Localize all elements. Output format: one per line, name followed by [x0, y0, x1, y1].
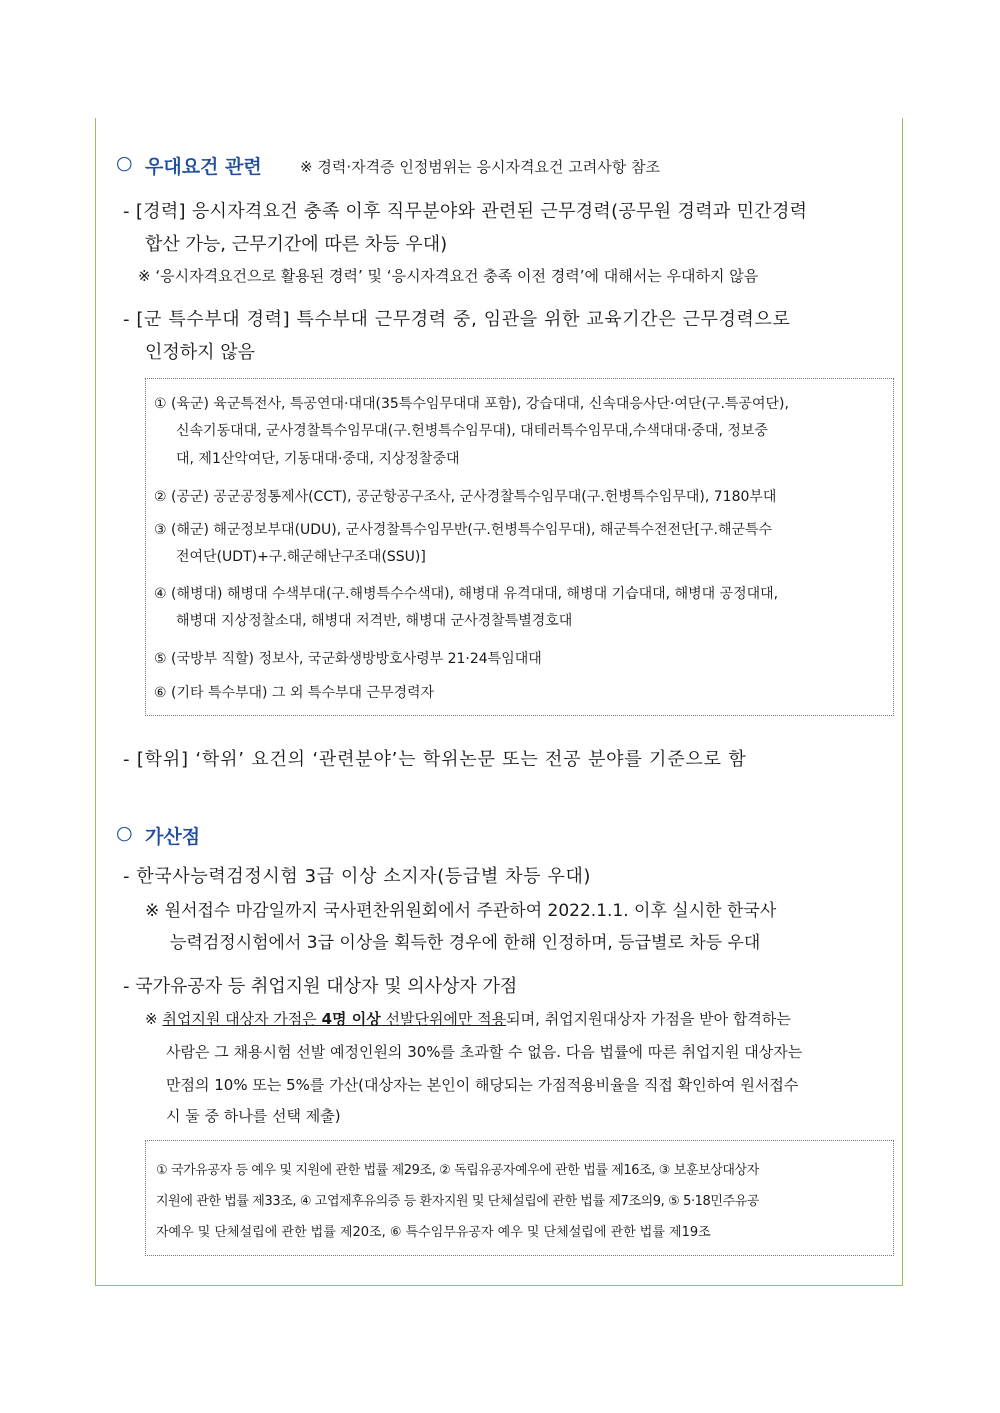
unit-navy-line-2: 전여단(UDT)+구.해군해난구조대(SSU)] [176, 549, 426, 565]
merit-note-underlined-2: 선발단위에만 적용 [380, 1010, 507, 1028]
history-note-2: 능력검정시험에서 3급 이상을 획득한 경우에 한해 인정하며, 등급별로 차등 우대 [170, 933, 761, 953]
law-line-3: 자예우 및 단체설립에 관한 법률 제20조, ⑥ 특수임무유공자 예우 및 단체설립에 관한 법률 제19조 [156, 1225, 711, 1240]
unit-mnd-line: ⑤ (국방부 직할) 정보사, 국군화생방방호사령부 21·24특임대대 [154, 651, 542, 667]
unit-navy-line-1: ③ (해군) 해군정보부대(UDU), 군사경찰특수임무반(구.헌병특수임무대), 해군특수전전단[구.해군특수 [154, 522, 773, 538]
unit-army-line-1: ① (육군) 육군특전사, 특공연대·대대(35특수임무대대 포함), 강습대대, 신속대응사단·여단(구.특공여단), [154, 396, 789, 412]
unit-marine-line-2: 해병대 지상정찰소대, 해병대 저격반, 해병대 군사경찰특별경호대 [176, 613, 573, 629]
merit-note-rest: 되며, 취업지원대상자 가점을 받아 합격하는 [506, 1010, 791, 1028]
law-line-1: ① 국가유공자 등 예우 및 지원에 관한 법률 제29조, ② 독립유공자예우에 관한 법률 제16조, ③ 보훈보상대상자 [156, 1163, 759, 1178]
merit-note-1 [145, 1008, 791, 1029]
unit-army-line-2: 신속기동대대, 군사경찰특수임무대(구.헌병특수임무대), 대테러특수임무대,수색대대·중대, 정보중 [176, 423, 768, 439]
unit-airforce-line: ② (공군) 공군공정통제사(CCT), 공군항공구조사, 군사경찰특수임무대(구.헌병특수임무대), 7180부대 [154, 489, 777, 505]
law-list-box [145, 1140, 894, 1256]
military-line-1: - [군 특수부대 경력] 특수부대 근무경력 중, 임관을 위한 교육기간은 근무경력으로 [123, 309, 791, 330]
history-note-1: ※ 원서접수 마감일까지 국사편찬위원회에서 주관하여 2022.1.1. 이후 실시한 한국사 [145, 901, 777, 921]
career-line-1: - [경력] 응시자격요건 충족 이후 직무분야와 관련된 근무경력(공무원 경력과 민간경력 [123, 201, 808, 222]
military-line-2: 인정하지 않음 [145, 342, 256, 363]
degree-line: - [학위] ‘학위’ 요건의 ‘관련분야’는 학위논문 또는 전공 분야를 기준으로 함 [123, 749, 747, 770]
unit-other-line: ⑥ (기타 특수부대) 그 외 특수부대 근무경력자 [154, 685, 435, 701]
merit-note-3: 만점의 10% 또는 5%를 가산(대상자는 본인이 해당되는 가점적용비율을 직접 확인하여 원서접수 [166, 1076, 799, 1094]
section-title-preference: 우대요건 관련 [145, 156, 262, 178]
special-units-box [145, 378, 894, 716]
section-title-bonus: 가산점 [145, 826, 201, 848]
unit-marine-line-1: ④ (해병대) 해병대 수색부대(구.해병특수수색대), 해병대 유격대대, 해병대 기습대대, 해병대 공정대대, [154, 586, 779, 602]
merit-note-bold: 4명 이상 [321, 1010, 381, 1028]
law-line-2: 지원에 관한 법률 제33조, ④ 고엽제후유의증 등 환자지원 및 단체설립에 관한 법률 제7조의9, ⑤ 5·18민주유공 [156, 1194, 760, 1209]
section-bullet-icon: ○ [116, 152, 133, 174]
career-line-2: 합산 가능, 근무기간에 따른 차등 우대) [145, 234, 448, 255]
merit-note-underlined-1: 취업지원 대상자 가점은 [162, 1010, 322, 1028]
merit-note-mark: ※ [145, 1010, 163, 1028]
merit-note-4: 시 둘 중 하나를 선택 제출) [166, 1107, 341, 1125]
career-note: ※ ‘응시자격요건으로 활용된 경력’ 및 ‘응시자격요건 충족 이전 경력’에 대해서는 우대하지 않음 [138, 267, 759, 285]
section-bullet-icon-2: ○ [116, 822, 133, 844]
merit-note-2: 사람은 그 채용시험 선발 예정인원의 30%를 초과할 수 없음. 다음 법률에 따른 취업지원 대상자는 [166, 1043, 803, 1061]
unit-army-line-3: 대, 제1산악여단, 기동대대·중대, 지상정찰중대 [176, 451, 460, 467]
history-exam-line: - 한국사능력검정시험 3급 이상 소지자(등급별 차등 우대) [123, 866, 592, 887]
section-note: ※ 경력·자격증 인정범위는 응시자격요건 고려사항 참조 [300, 158, 660, 176]
merit-line: - 국가유공자 등 취업지원 대상자 및 의사상자 가점 [123, 976, 518, 997]
